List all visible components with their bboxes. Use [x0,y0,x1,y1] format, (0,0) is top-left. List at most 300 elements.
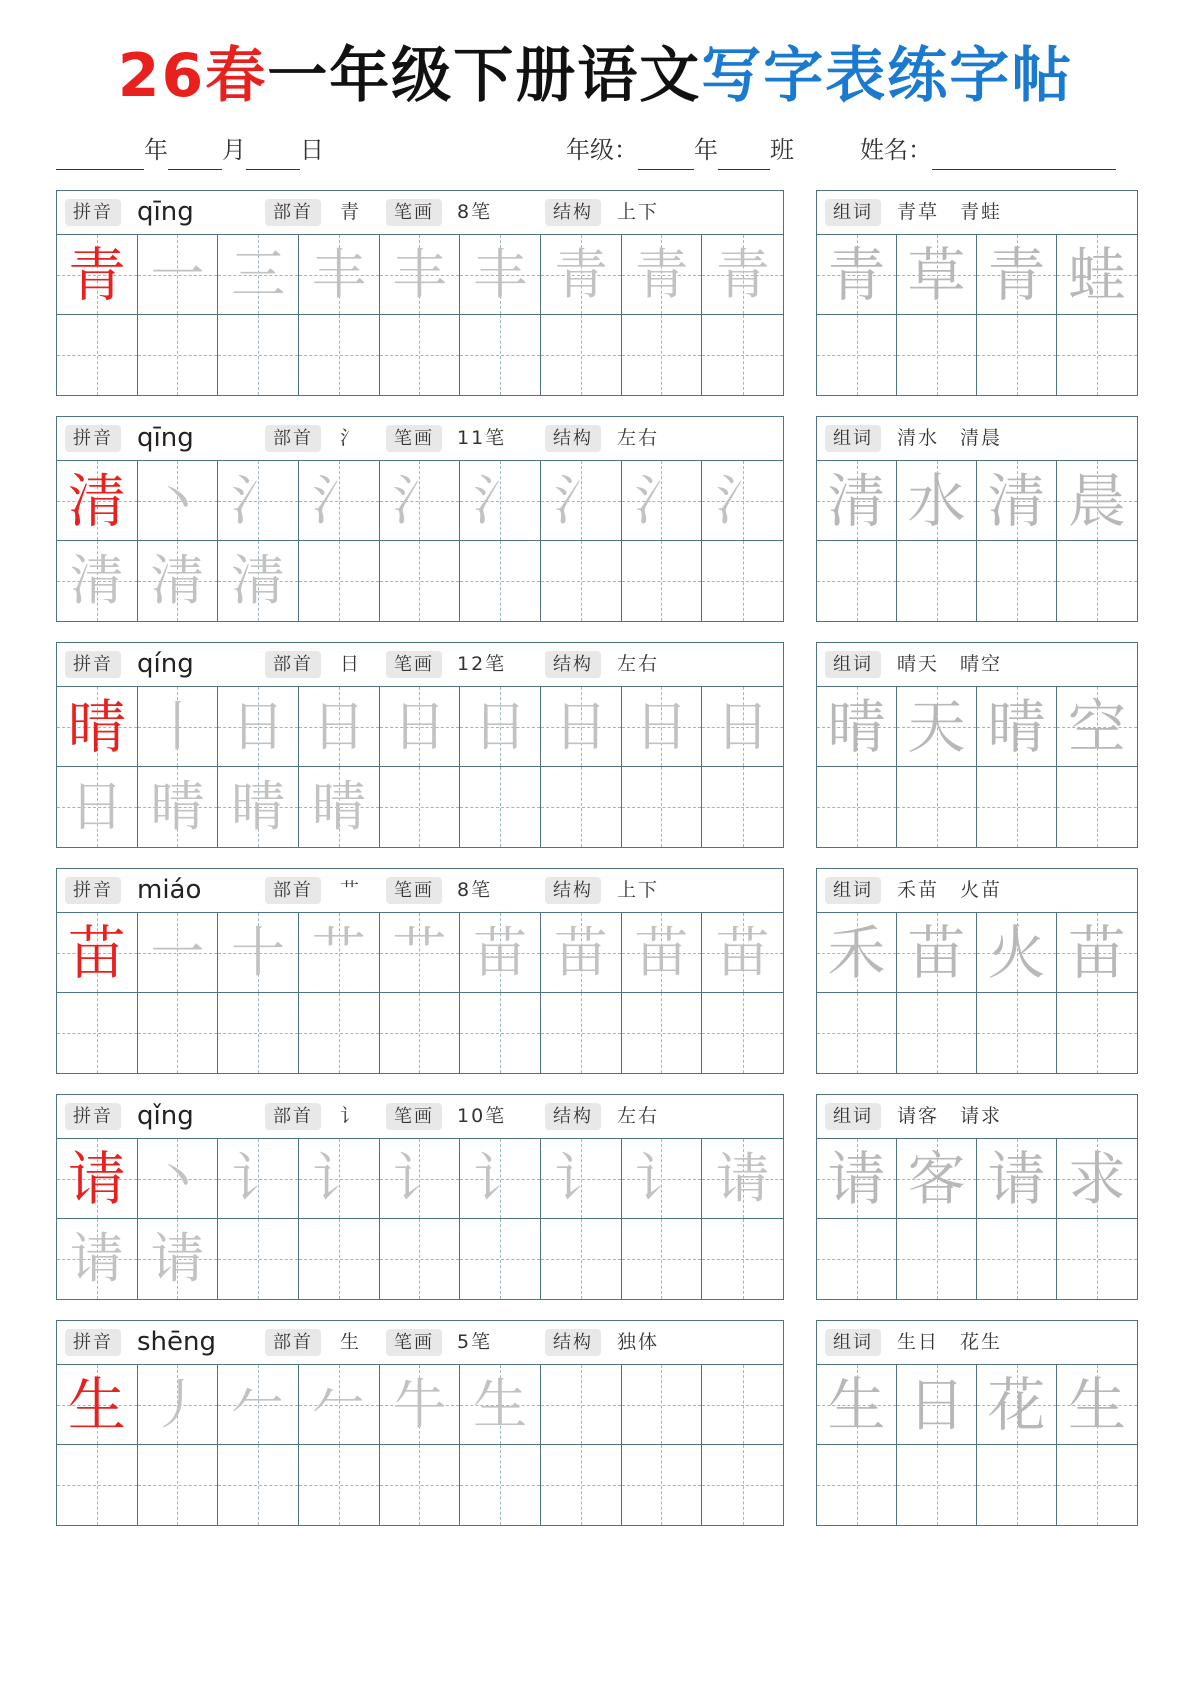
writing-cell[interactable] [57,993,138,1073]
writing-cell[interactable] [218,1219,299,1299]
stroke-order-character [702,767,783,847]
word-cell[interactable] [977,1365,1057,1445]
stroke-order-character: 青 [715,242,770,306]
words-tag: 组词 [825,1329,881,1356]
strokes-value: 10笔 [457,1105,507,1127]
word-cell[interactable] [817,1365,897,1445]
writing-grid [57,235,783,395]
writing-cell[interactable] [622,913,703,993]
writing-cell[interactable] [138,1219,219,1299]
writing-cell[interactable] [380,235,461,315]
radical-tag: 部首 [265,1329,321,1356]
writing-cell[interactable] [218,1445,299,1525]
writing-cell[interactable] [138,1445,219,1525]
writing-cell[interactable] [380,1219,461,1299]
title-part-3: 写字表练字帖 [701,41,1074,111]
stroke-order-character [702,1445,783,1525]
writing-cell[interactable] [380,1445,461,1525]
structure-tag: 结构 [545,877,601,904]
writing-cell[interactable] [218,767,299,847]
writing-cell[interactable] [460,913,541,993]
stroke-order-character: 清 [69,549,124,612]
writing-cell[interactable] [57,1139,138,1219]
writing-cell[interactable] [622,993,703,1073]
strokes-tag: 笔画 [386,651,442,678]
trace-character: 求 [1067,1144,1126,1213]
stroke-order-character: 晴 [231,775,286,838]
grade-year-blank[interactable] [638,139,694,170]
word-cell[interactable] [1057,687,1137,767]
word-cell[interactable] [817,235,897,315]
writing-cell[interactable] [380,993,461,1073]
writing-cell[interactable] [218,993,299,1073]
word-cell[interactable] [817,687,897,767]
word-cell[interactable] [1057,993,1137,1073]
stroke-order-character: 苗 [634,920,689,984]
stroke-order-character [380,767,460,847]
writing-cell[interactable] [541,541,622,621]
writing-cell[interactable] [622,541,703,621]
stroke-order-character: 氵 [311,468,366,532]
stroke-order-character [702,993,783,1073]
writing-cell[interactable] [460,541,541,621]
practice-block-left [56,190,784,396]
writing-cell[interactable] [380,1139,461,1219]
stroke-order-character: 讠 [473,1146,528,1210]
writing-cell[interactable] [622,687,703,767]
word-cell[interactable] [817,315,897,395]
writing-cell[interactable] [541,1219,622,1299]
writing-cell[interactable] [460,767,541,847]
writing-cell[interactable] [380,1365,461,1445]
stroke-order-character [541,993,621,1073]
writing-cell[interactable] [57,1445,138,1525]
stroke-order-character [460,315,540,395]
strokes-value: 12笔 [457,653,507,675]
stroke-order-character: 日 [311,694,366,758]
strokes-value: 11笔 [457,427,507,449]
stroke-order-character: 氵 [634,468,689,532]
pinyin-tag: 拼音 [65,877,121,904]
stroke-order-character [57,315,137,395]
month-label: 月 [222,136,246,164]
stroke-order-character: 讠 [311,1146,366,1210]
stroke-order-character: 讠 [231,1146,286,1210]
practice-block-left [56,642,784,848]
stroke-order-character [460,1445,540,1525]
writing-cell[interactable] [702,461,783,541]
stroke-order-character: 青 [553,242,608,306]
stroke-order-character [218,1445,298,1525]
writing-cell[interactable] [702,1139,783,1219]
radical-value: 日 [340,653,362,675]
word-cell[interactable] [897,993,977,1073]
stroke-order-character [218,1219,298,1299]
writing-cell[interactable] [57,315,138,395]
char-info-header [57,417,783,461]
writing-cell[interactable] [299,767,380,847]
stroke-order-character: 讠 [553,1146,608,1210]
word-cell[interactable] [1057,461,1137,541]
writing-cell[interactable] [541,913,622,993]
writing-cell[interactable] [702,913,783,993]
writing-cell[interactable] [702,767,783,847]
writing-cell[interactable] [460,1365,541,1445]
writing-cell[interactable] [138,767,219,847]
structure-value: 独体 [617,1331,660,1353]
radical-tag: 部首 [265,1103,321,1130]
writing-cell[interactable] [622,1139,703,1219]
stroke-order-character [541,541,621,621]
writing-cell[interactable] [218,235,299,315]
writing-cell[interactable] [138,687,219,767]
stroke-order-character [460,993,540,1073]
word-cell[interactable] [1057,913,1137,993]
structure-tag: 结构 [545,651,601,678]
stroke-order-character: 苗 [715,920,770,984]
word-grid [817,687,1137,847]
stroke-order-character: 苗 [553,920,608,984]
writing-cell[interactable] [299,541,380,621]
writing-cell[interactable] [138,913,219,993]
words-tag: 组词 [825,425,881,452]
writing-cell[interactable] [299,235,380,315]
writing-cell[interactable] [622,235,703,315]
stroke-order-character: 青 [634,242,689,306]
writing-cell[interactable] [299,1445,380,1525]
writing-cell[interactable] [622,461,703,541]
writing-cell[interactable] [57,913,138,993]
trace-character: 生 [1067,1370,1126,1439]
stroke-order-character [57,993,137,1073]
writing-cell[interactable] [218,913,299,993]
writing-cell[interactable] [57,687,138,767]
structure-value: 左右 [617,653,660,675]
stroke-order-character: 日 [715,694,770,758]
trace-character: 请 [827,1144,886,1213]
word-cell[interactable] [1057,541,1137,621]
writing-cell[interactable] [218,1365,299,1445]
radical-value: 生 [340,1331,362,1353]
stroke-order-character: 丰 [311,242,366,306]
year-blank[interactable] [56,139,144,170]
structure-value: 上下 [617,201,660,223]
trace-character: 晴 [987,692,1046,761]
writing-cell[interactable] [299,687,380,767]
practice-block-left [56,416,784,622]
writing-cell[interactable] [622,1219,703,1299]
word-cell[interactable] [817,1219,897,1299]
stroke-order-character [622,993,702,1073]
radical-value: 艹 [340,879,362,901]
word-grid [817,235,1137,395]
stroke-order-character: 艹 [392,920,447,984]
pinyin-tag: 拼音 [65,1329,121,1356]
word-cell[interactable] [1057,1365,1137,1445]
stroke-order-character [622,315,702,395]
word-cell[interactable] [897,1139,977,1219]
writing-cell[interactable] [622,315,703,395]
word-cell[interactable] [897,235,977,315]
word-cell[interactable] [977,1445,1057,1525]
pinyin-value: qīng [137,197,194,227]
writing-cell[interactable] [380,315,461,395]
practice-block-left [56,1094,784,1300]
word-cell[interactable] [977,913,1057,993]
writing-cell[interactable] [218,541,299,621]
writing-cell[interactable] [299,913,380,993]
pinyin-value: shēng [137,1327,217,1357]
practice-block-words [816,1094,1138,1300]
writing-cell[interactable] [299,1365,380,1445]
writing-cell[interactable] [380,541,461,621]
words-value: 禾苗 火苗 [897,879,1003,901]
writing-cell[interactable] [702,315,783,395]
writing-cell[interactable] [380,687,461,767]
word-cell[interactable] [977,541,1057,621]
trace-character: 花 [987,1370,1046,1439]
strokes-tag: 笔画 [386,425,442,452]
writing-cell[interactable] [380,767,461,847]
writing-cell[interactable] [138,1139,219,1219]
stroke-order-character [460,541,540,621]
writing-cell[interactable] [702,235,783,315]
stroke-order-character: 日 [553,694,608,758]
stroke-order-character: 丶 [150,468,205,532]
words-tag: 组词 [825,877,881,904]
writing-cell[interactable] [541,1445,622,1525]
pinyin-tag: 拼音 [65,1103,121,1130]
words-header [817,1321,1137,1365]
model-character: 苗 [67,918,126,987]
stroke-order-character [380,315,460,395]
writing-cell[interactable] [299,993,380,1073]
practice-block-words [816,416,1138,622]
title-part-2: 一年级下册语文 [267,41,702,111]
stroke-order-character: 请 [715,1146,770,1210]
writing-cell[interactable] [57,767,138,847]
model-character: 请 [67,1144,126,1213]
pinyin-value: miáo [137,875,202,905]
writing-cell[interactable] [702,993,783,1073]
pinyin-tag: 拼音 [65,199,121,226]
stroke-order-character: 𠂉 [311,1372,366,1436]
writing-cell[interactable] [380,461,461,541]
writing-cell[interactable] [541,1365,622,1445]
word-cell[interactable] [817,541,897,621]
radical-tag: 部首 [265,877,321,904]
pinyin-value: qíng [137,649,194,679]
word-cell[interactable] [977,461,1057,541]
writing-cell[interactable] [138,1365,219,1445]
word-cell[interactable] [977,687,1057,767]
writing-cell[interactable] [622,1365,703,1445]
model-character: 青 [67,240,126,309]
word-cell[interactable] [977,767,1057,847]
writing-cell[interactable] [460,461,541,541]
words-header [817,869,1137,913]
writing-cell[interactable] [541,993,622,1073]
writing-cell[interactable] [460,235,541,315]
writing-cell[interactable] [218,1139,299,1219]
word-cell[interactable] [977,993,1057,1073]
word-cell[interactable] [1057,1139,1137,1219]
structure-value: 左右 [617,427,660,449]
stroke-order-character [702,315,783,395]
writing-cell[interactable] [541,235,622,315]
writing-cell[interactable] [702,1365,783,1445]
word-cell[interactable] [1057,235,1137,315]
writing-cell[interactable] [541,315,622,395]
stroke-order-character: 一 [150,242,205,306]
char-info-header [57,191,783,235]
stroke-order-character: 氵 [473,468,528,532]
practice-block-words [816,642,1138,848]
word-cell[interactable] [1057,1445,1137,1525]
writing-cell[interactable] [57,541,138,621]
name-label: 姓名： [860,136,932,164]
words-header [817,417,1137,461]
writing-cell[interactable] [460,1445,541,1525]
name-blank[interactable] [932,139,1116,170]
word-cell[interactable] [897,687,977,767]
structure-tag: 结构 [545,425,601,452]
word-cell[interactable] [1057,767,1137,847]
writing-cell[interactable] [380,913,461,993]
grade-label: 年级： [566,136,638,164]
writing-cell[interactable] [702,541,783,621]
stroke-order-character [299,1219,379,1299]
writing-cell[interactable] [299,315,380,395]
stroke-order-character [702,1219,783,1299]
stroke-order-character: 十 [231,920,286,984]
writing-cell[interactable] [622,767,703,847]
writing-cell[interactable] [702,1219,783,1299]
word-cell[interactable] [897,461,977,541]
writing-cell[interactable] [541,767,622,847]
char-info-header [57,1095,783,1139]
writing-cell[interactable] [460,1139,541,1219]
word-cell[interactable] [1057,315,1137,395]
trace-character: 请 [987,1144,1046,1213]
word-cell[interactable] [897,1219,977,1299]
trace-character: 客 [907,1144,966,1213]
name-line [860,130,1116,170]
writing-cell[interactable] [299,1139,380,1219]
words-header [817,1095,1137,1139]
structure-value: 左右 [617,1105,660,1127]
trace-character: 禾 [827,918,886,987]
stroke-order-character [138,1445,218,1525]
writing-cell[interactable] [57,461,138,541]
word-cell[interactable] [897,1445,977,1525]
practice-block-words [816,868,1138,1074]
stroke-order-character: 氵 [231,468,286,532]
writing-cell[interactable] [460,1219,541,1299]
writing-cell[interactable] [622,1445,703,1525]
writing-cell[interactable] [541,1139,622,1219]
word-cell[interactable] [897,767,977,847]
writing-cell[interactable] [460,687,541,767]
writing-grid [57,913,783,1073]
stroke-order-character: 𠂉 [231,1372,286,1436]
word-cell[interactable] [817,461,897,541]
writing-cell[interactable] [299,1219,380,1299]
word-cell[interactable] [977,235,1057,315]
word-cell[interactable] [977,315,1057,395]
word-cell[interactable] [977,1139,1057,1219]
word-cell[interactable] [1057,1219,1137,1299]
writing-cell[interactable] [57,1365,138,1445]
writing-cell[interactable] [541,461,622,541]
writing-cell[interactable] [460,315,541,395]
word-cell[interactable] [897,1365,977,1445]
stroke-order-character [702,541,783,621]
writing-cell[interactable] [138,541,219,621]
word-cell[interactable] [817,913,897,993]
writing-cell[interactable] [702,687,783,767]
stroke-order-character: 氵 [715,468,770,532]
word-cell[interactable] [977,1219,1057,1299]
words-value: 晴天 晴空 [897,653,1003,675]
writing-cell[interactable] [460,993,541,1073]
writing-cell[interactable] [57,235,138,315]
month-blank[interactable] [168,139,222,170]
writing-cell[interactable] [299,461,380,541]
grade-line [566,130,794,170]
words-value: 清水 清晨 [897,427,1003,449]
word-cell[interactable] [817,1445,897,1525]
word-cell[interactable] [897,913,977,993]
grade-class-blank[interactable] [718,139,770,170]
trace-character: 清 [827,466,886,535]
word-cell[interactable] [897,541,977,621]
stroke-order-character [541,1445,621,1525]
trace-character: 草 [907,240,966,309]
strokes-value: 8笔 [457,201,493,223]
writing-cell[interactable] [218,687,299,767]
writing-cell[interactable] [702,1445,783,1525]
writing-cell[interactable] [138,993,219,1073]
trace-character: 清 [987,466,1046,535]
stroke-order-character: 清 [150,549,205,612]
writing-cell[interactable] [57,1219,138,1299]
strokes-tag: 笔画 [386,1329,442,1356]
stroke-order-character [541,767,621,847]
writing-cell[interactable] [138,461,219,541]
word-cell[interactable] [817,767,897,847]
writing-cell[interactable] [138,235,219,315]
strokes-value: 8笔 [457,879,493,901]
word-cell[interactable] [817,993,897,1073]
trace-character: 晨 [1067,466,1126,535]
writing-cell[interactable] [541,687,622,767]
stroke-order-character [299,315,379,395]
strokes-tag: 笔画 [386,877,442,904]
structure-tag: 结构 [545,199,601,226]
trace-character: 青 [827,240,886,309]
writing-cell[interactable] [218,461,299,541]
day-blank[interactable] [246,139,300,170]
writing-cell[interactable] [138,315,219,395]
writing-cell[interactable] [218,315,299,395]
stroke-order-character: 晴 [311,775,366,838]
trace-character: 火 [987,918,1046,987]
trace-character: 晴 [827,692,886,761]
words-header [817,643,1137,687]
word-cell[interactable] [897,315,977,395]
word-cell[interactable] [817,1139,897,1219]
